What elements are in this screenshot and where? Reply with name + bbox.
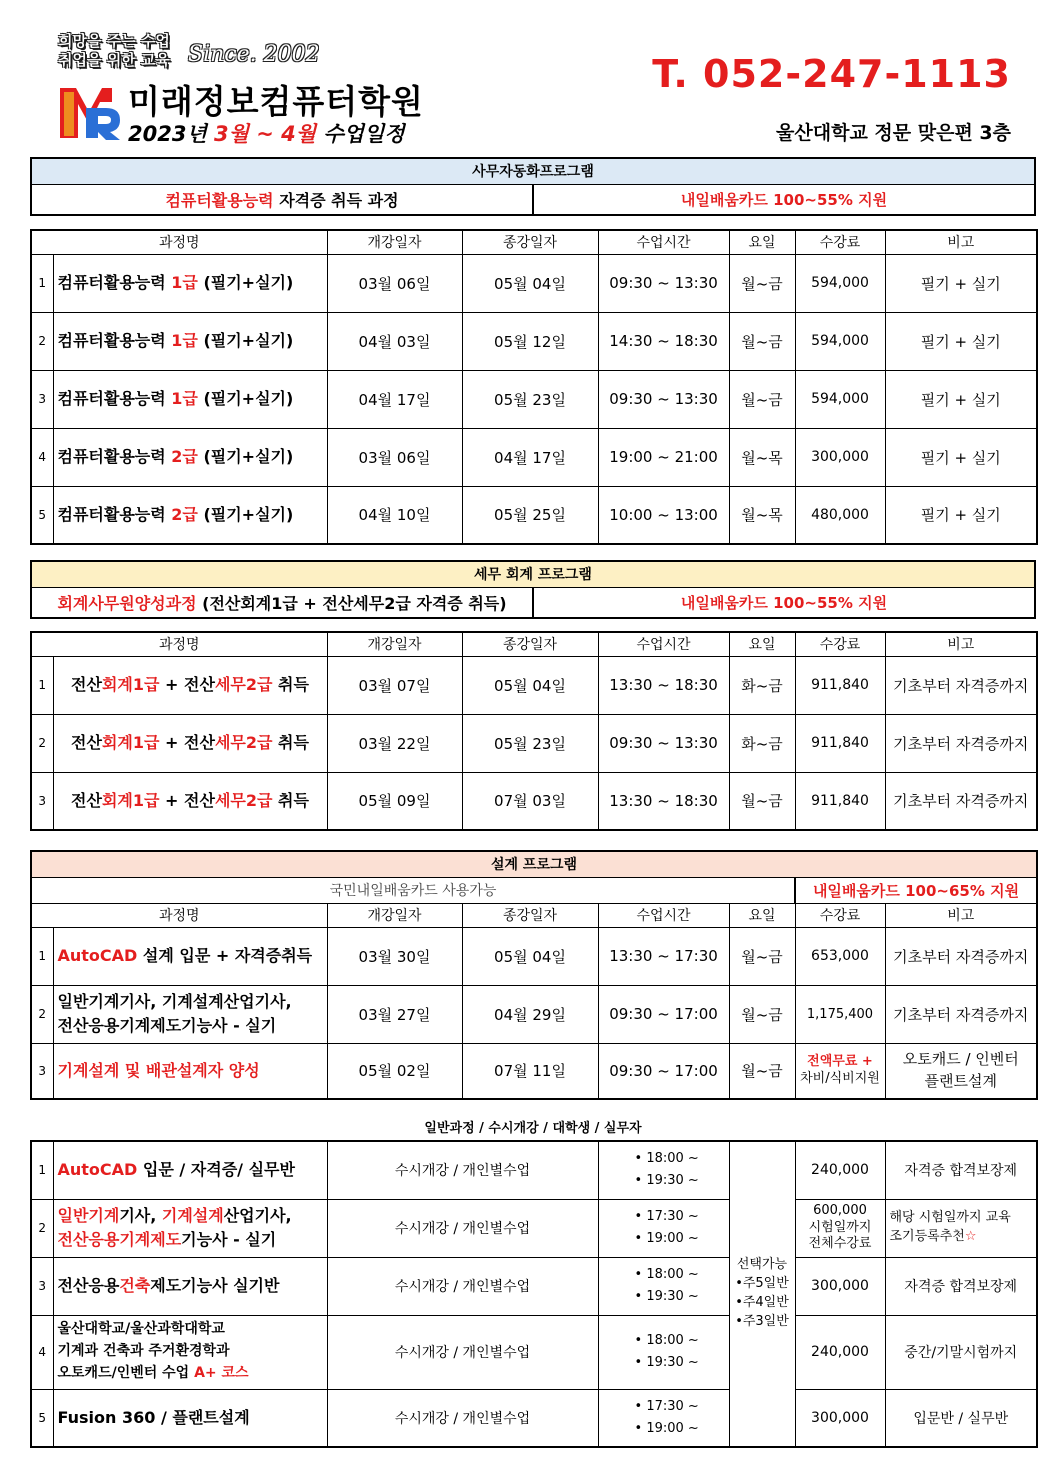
schedule-type: 수시개강 / 개인별수업 — [327, 1141, 598, 1199]
phone-number: T. 052-247-1113 — [652, 52, 1011, 96]
tuition-fee: 594,000 — [795, 370, 885, 428]
course-name-text: 컴퓨터활용능력 — [57, 447, 166, 466]
start-date: 03월 22일 — [327, 714, 462, 772]
design-table — [30, 850, 1038, 1100]
class-days: 월~금 — [729, 927, 795, 985]
start-date: 03월 27일 — [327, 985, 462, 1043]
course-grade: 2급 — [171, 504, 198, 524]
tuition-fee — [795, 1199, 885, 1257]
accounting-title-rest: (전산회계1급 + 전산세무2급 자격증 취득) — [202, 593, 507, 613]
note-line: 해당 시험일까지 교육 — [889, 1210, 1011, 1226]
accounting-title-table — [30, 560, 1036, 619]
course-name-text: 컴퓨터활용능력 — [57, 331, 166, 350]
time-option: • 18:00 ~ — [635, 1333, 699, 1348]
name-part-red: 세무2급 — [214, 790, 273, 810]
end-date: 04월 29일 — [462, 985, 598, 1043]
name-part-red: 세무2급 — [214, 675, 273, 694]
class-days: 월~금 — [729, 772, 795, 830]
tuition-fee: 1,175,400 — [795, 985, 885, 1043]
accounting-header-row — [31, 632, 1037, 656]
col-note: 비고 — [885, 903, 1037, 927]
schedule-months: 3월 ~ 4월 — [214, 122, 317, 146]
col-end: 종강일자 — [462, 903, 598, 927]
course-note: 필기 + 실기 — [885, 312, 1037, 370]
col-time: 수업시간 — [598, 230, 729, 254]
name-line: 오토캐드/인벤터 수업 — [57, 1364, 195, 1381]
start-date: 03월 07일 — [327, 656, 462, 714]
class-times — [598, 1141, 729, 1199]
accounting-schedule-table — [30, 631, 1038, 831]
col-days: 요일 — [729, 903, 795, 927]
course-note: 기초부터 자격증까지 — [885, 772, 1037, 830]
star-icon: ☆ — [964, 1229, 977, 1244]
name-part-red: 세무2급 — [214, 733, 273, 752]
col-note: 비고 — [885, 230, 1037, 254]
tuition-fee: 480,000 — [795, 486, 885, 544]
office-course-title — [31, 184, 533, 215]
name-part: 기능사 - 실기 — [181, 1230, 277, 1249]
name-part-red: A+ 코스 — [194, 1364, 249, 1381]
time-option: • 19:00 ~ — [635, 1421, 699, 1436]
end-date: 05월 25일 — [462, 486, 598, 544]
course-note — [885, 1043, 1037, 1099]
row-number: 4 — [31, 1315, 53, 1389]
row-number: 5 — [31, 486, 53, 544]
design-subtitle: 국민내일배움카드 사용가능 — [31, 877, 795, 903]
name-part-red: 기계설계 — [161, 1206, 224, 1225]
course-note: 자격증 합격보장제 — [885, 1141, 1037, 1199]
class-time: 13:30 ~ 17:30 — [598, 927, 729, 985]
course-grade: 1급 — [171, 331, 198, 350]
col-time: 수업시간 — [598, 903, 729, 927]
time-option: • 17:30 ~ — [635, 1399, 699, 1414]
course-note: 기초부터 자격증까지 — [885, 927, 1037, 985]
col-note: 비고 — [885, 632, 1037, 656]
table-row — [31, 486, 1037, 544]
row-number: 2 — [31, 1199, 53, 1257]
name-part: 전산 — [71, 733, 102, 752]
office-schedule-table — [30, 229, 1038, 545]
course-name-suffix: (필기+실기) — [203, 389, 294, 408]
class-time: 09:30 ~ 13:30 — [598, 714, 729, 772]
col-start: 개강일자 — [327, 230, 462, 254]
course-name-text: 컴퓨터활용능력 — [57, 273, 166, 292]
schedule-suffix: 수업일정 — [323, 122, 405, 146]
name-part: + 전산 — [159, 733, 215, 752]
start-date: 03월 06일 — [327, 428, 462, 486]
tuition-fee — [795, 1043, 885, 1099]
name-part: 입문 / 자격증/ 실무반 — [137, 1160, 295, 1180]
course-note: 중간/기말시험까지 — [885, 1315, 1037, 1389]
schedule-title — [128, 118, 405, 148]
class-time: 19:00 ~ 21:00 — [598, 428, 729, 486]
days-title: 선택가능 — [736, 1257, 788, 1273]
table-row — [31, 370, 1037, 428]
start-date: 05월 09일 — [327, 772, 462, 830]
col-course: 과정명 — [31, 632, 327, 656]
tuition-fee: 594,000 — [795, 254, 885, 312]
course-note: 필기 + 실기 — [885, 428, 1037, 486]
class-time: 09:30 ~ 13:30 — [598, 370, 729, 428]
course-name-text: 컴퓨터활용능력 — [57, 389, 166, 408]
course-name — [53, 254, 327, 312]
fee-line: 시험일까지 — [808, 1219, 872, 1235]
accounting-support-badge: 내일배움카드 100~55% 지원 — [533, 587, 1035, 618]
table-row — [31, 1389, 1037, 1447]
accounting-title-red: 회계사무원양성과정 — [57, 593, 197, 613]
start-date: 04월 10일 — [327, 486, 462, 544]
course-name — [53, 1257, 327, 1315]
end-date: 05월 23일 — [462, 370, 598, 428]
course-note: 기초부터 자격증까지 — [885, 656, 1037, 714]
time-option: • 19:00 ~ — [635, 1231, 699, 1246]
name-part-red: 회계1급 — [101, 675, 160, 694]
class-days: 월~금 — [729, 985, 795, 1043]
name-part: + 전산 — [159, 675, 215, 694]
note-line: 플랜트설계 — [924, 1071, 997, 1090]
course-grade: 2급 — [171, 447, 198, 466]
table-row — [31, 254, 1037, 312]
time-option: • 19:30 ~ — [635, 1173, 699, 1188]
course-name: Fusion 360 / 플랜트설계 — [53, 1389, 327, 1447]
class-days: 월~금 — [729, 370, 795, 428]
col-end: 종강일자 — [462, 632, 598, 656]
fee-amount: 600,000 — [813, 1202, 867, 1218]
class-time: 09:30 ~ 17:00 — [598, 985, 729, 1043]
row-number: 1 — [31, 254, 53, 312]
class-times — [598, 1199, 729, 1257]
office-title-red: 컴퓨터활용능력 — [165, 190, 274, 210]
schedule-type: 수시개강 / 개인별수업 — [327, 1389, 598, 1447]
class-days: 월~금 — [729, 254, 795, 312]
table-row — [31, 927, 1037, 985]
class-days: 월~금 — [729, 312, 795, 370]
schedule-year: 2023년 — [128, 122, 207, 146]
table-row — [31, 1199, 1037, 1257]
table-row — [31, 1315, 1037, 1389]
design-header-row — [31, 903, 1037, 927]
class-time: 13:30 ~ 18:30 — [598, 772, 729, 830]
start-date: 05월 02일 — [327, 1043, 462, 1099]
tuition-fee: 911,840 — [795, 772, 885, 830]
class-time: 14:30 ~ 18:30 — [598, 312, 729, 370]
name-part-red: 건축 — [119, 1276, 151, 1295]
course-name — [53, 486, 327, 544]
table-row — [31, 714, 1037, 772]
name-line: 기계과 건축과 주거환경학과 — [57, 1343, 230, 1360]
end-date: 05월 04일 — [462, 656, 598, 714]
course-name-text: 컴퓨터활용능력 — [57, 504, 166, 524]
course-name — [53, 985, 327, 1043]
course-name — [53, 1199, 327, 1257]
col-end: 종강일자 — [462, 230, 598, 254]
name-line: 일반기계기사, 기계설계산업기사, — [57, 992, 292, 1011]
end-date: 05월 04일 — [462, 254, 598, 312]
office-title-table — [30, 157, 1036, 216]
course-note: 기초부터 자격증까지 — [885, 714, 1037, 772]
fee-free: 전액무료 + — [807, 1053, 873, 1069]
course-note: 자격증 합격보장제 — [885, 1257, 1037, 1315]
tuition-fee: 300,000 — [795, 1389, 885, 1447]
row-number: 3 — [31, 1043, 53, 1099]
row-number: 2 — [31, 312, 53, 370]
col-fee: 수강료 — [795, 230, 885, 254]
table-row — [31, 772, 1037, 830]
course-name — [53, 714, 327, 772]
course-name — [53, 927, 327, 985]
schedule-type: 수시개강 / 개인별수업 — [327, 1257, 598, 1315]
course-name — [53, 1315, 327, 1389]
course-note: 필기 + 실기 — [885, 254, 1037, 312]
row-number: 3 — [31, 1257, 53, 1315]
class-days: 월~목 — [729, 428, 795, 486]
days-option: •주4일반 — [735, 1295, 789, 1310]
row-number: 2 — [31, 985, 53, 1043]
col-course: 과정명 — [31, 230, 327, 254]
name-part: 전산응용 — [57, 1276, 120, 1295]
class-time: 13:30 ~ 18:30 — [598, 656, 729, 714]
col-course: 과정명 — [31, 903, 327, 927]
name-part: 전산 — [71, 675, 102, 694]
fee-support: 차비/식비지원 — [800, 1070, 880, 1086]
col-start: 개강일자 — [327, 632, 462, 656]
col-fee: 수강료 — [795, 632, 885, 656]
name-part: 산업기사, — [223, 1206, 292, 1225]
end-date: 07월 11일 — [462, 1043, 598, 1099]
table-row — [31, 656, 1037, 714]
name-part-red: 회계1급 — [101, 790, 160, 810]
course-note — [885, 1199, 1037, 1257]
name-part: 설계 입문 + 자격증취득 — [137, 946, 313, 965]
page-header — [0, 0, 1057, 155]
time-option: • 18:00 ~ — [635, 1151, 699, 1166]
time-option: • 19:30 ~ — [635, 1355, 699, 1370]
tuition-fee: 594,000 — [795, 312, 885, 370]
course-name — [53, 370, 327, 428]
table-row — [31, 1257, 1037, 1315]
start-date: 03월 06일 — [327, 254, 462, 312]
class-days: 월~금 — [729, 1043, 795, 1099]
name-part-red: AutoCAD — [57, 946, 138, 965]
days-option: •주5일반 — [735, 1276, 789, 1292]
course-name — [53, 312, 327, 370]
class-time: 09:30 ~ 13:30 — [598, 254, 729, 312]
name-part-red: 일반기계 — [57, 1206, 120, 1225]
since-year: Since. 2002 — [188, 42, 320, 67]
col-days: 요일 — [729, 230, 795, 254]
tagline-2: 취업을 위한 교육 — [58, 51, 170, 69]
tuition-fee: 653,000 — [795, 927, 885, 985]
end-date: 05월 12일 — [462, 312, 598, 370]
row-number: 1 — [31, 656, 53, 714]
days-option: •주3일반 — [735, 1313, 789, 1329]
end-date: 07월 03일 — [462, 772, 598, 830]
tuition-fee: 911,840 — [795, 656, 885, 714]
name-part-red: 회계1급 — [101, 733, 160, 752]
col-start: 개강일자 — [327, 903, 462, 927]
row-number: 1 — [31, 1141, 53, 1199]
tuition-fee: 240,000 — [795, 1141, 885, 1199]
row-number: 3 — [31, 772, 53, 830]
course-name-suffix: (필기+실기) — [203, 447, 294, 466]
col-time: 수업시간 — [598, 632, 729, 656]
academy-logo-icon — [56, 78, 122, 144]
course-grade: 1급 — [171, 389, 198, 408]
tagline-1: 희망을 주는 수업 — [58, 32, 170, 50]
course-note: 필기 + 실기 — [885, 370, 1037, 428]
end-date: 05월 23일 — [462, 714, 598, 772]
course-name — [53, 656, 327, 714]
name-part: 취득 — [272, 733, 309, 752]
time-option: • 19:30 ~ — [635, 1289, 699, 1304]
row-number: 4 — [31, 428, 53, 486]
course-name-suffix: (필기+실기) — [203, 504, 294, 524]
name-line: 전산응용기계제도기능사 - 실기 — [57, 1016, 277, 1035]
note-line: 조기등록추천 — [889, 1229, 965, 1244]
schedule-type: 수시개강 / 개인별수업 — [327, 1315, 598, 1389]
class-times — [598, 1389, 729, 1447]
class-time: 10:00 ~ 13:00 — [598, 486, 729, 544]
tuition-fee: 911,840 — [795, 714, 885, 772]
table-row — [31, 985, 1037, 1043]
start-date: 04월 03일 — [327, 312, 462, 370]
end-date: 04월 17일 — [462, 428, 598, 486]
time-option: • 18:00 ~ — [635, 1267, 699, 1282]
tuition-fee: 300,000 — [795, 428, 885, 486]
office-band: 사무자동화프로그램 — [31, 158, 1035, 184]
accounting-course-title — [31, 587, 533, 618]
name-part: 취득 — [272, 790, 309, 810]
end-date: 05월 04일 — [462, 927, 598, 985]
course-name: 기계설계 및 배관설계자 양성 — [53, 1043, 327, 1099]
general-table — [30, 1140, 1038, 1448]
class-time: 09:30 ~ 17:00 — [598, 1043, 729, 1099]
name-part-red: 전산응용기계제도 — [57, 1230, 182, 1249]
start-date: 04월 17일 — [327, 370, 462, 428]
course-note: 필기 + 실기 — [885, 486, 1037, 544]
table-row — [31, 312, 1037, 370]
name-line: 울산대학교/울산과학대학교 — [57, 1321, 225, 1338]
office-support-badge: 내일배움카드 100~55% 지원 — [533, 184, 1035, 215]
name-part: + 전산 — [159, 790, 215, 810]
course-note: 기초부터 자격증까지 — [885, 985, 1037, 1043]
class-times — [598, 1257, 729, 1315]
name-part: 제도기능사 실기반 — [150, 1276, 280, 1295]
name-part: 기사, — [119, 1206, 162, 1225]
general-section-label: 일반과정 / 수시개강 / 대학생 / 실무자 — [424, 1121, 642, 1136]
course-name — [53, 1141, 327, 1199]
office-header-row — [31, 230, 1037, 254]
col-fee: 수강료 — [795, 903, 885, 927]
accounting-band: 세무 회계 프로그램 — [31, 561, 1035, 587]
course-name — [53, 772, 327, 830]
table-row — [31, 1043, 1037, 1099]
name-part: 전산 — [71, 790, 102, 810]
row-number: 5 — [31, 1389, 53, 1447]
course-name — [53, 428, 327, 486]
office-title-rest: 자격증 취득 과정 — [279, 190, 399, 210]
table-row — [31, 428, 1037, 486]
days-options — [729, 1141, 795, 1447]
table-row — [31, 1141, 1037, 1199]
class-times — [598, 1315, 729, 1389]
tuition-fee: 240,000 — [795, 1315, 885, 1389]
class-days: 화~금 — [729, 714, 795, 772]
course-grade: 1급 — [171, 273, 198, 292]
course-name-suffix: (필기+실기) — [203, 273, 294, 292]
row-number: 1 — [31, 927, 53, 985]
tuition-fee: 300,000 — [795, 1257, 885, 1315]
design-support-badge: 내일배움카드 100~65% 지원 — [795, 877, 1037, 903]
col-days: 요일 — [729, 632, 795, 656]
academy-name: 미래정보컴퓨터학원 — [128, 82, 424, 121]
course-name-suffix: (필기+실기) — [203, 331, 294, 350]
class-days: 월~목 — [729, 486, 795, 544]
fee-line: 전체수강료 — [808, 1236, 872, 1252]
note-line: 오토캐드 / 인벤터 — [902, 1050, 1019, 1068]
course-note: 입문반 / 실무반 — [885, 1389, 1037, 1447]
time-option: • 17:30 ~ — [635, 1209, 699, 1224]
start-date: 03월 30일 — [327, 927, 462, 985]
class-days: 화~금 — [729, 656, 795, 714]
schedule-type: 수시개강 / 개인별수업 — [327, 1199, 598, 1257]
name-part: 취득 — [272, 675, 309, 694]
address: 울산대학교 정문 맞은편 3층 — [776, 122, 1011, 144]
row-number: 2 — [31, 714, 53, 772]
design-band: 설계 프로그램 — [31, 851, 1037, 877]
name-part-red: AutoCAD — [57, 1160, 138, 1180]
row-number: 3 — [31, 370, 53, 428]
